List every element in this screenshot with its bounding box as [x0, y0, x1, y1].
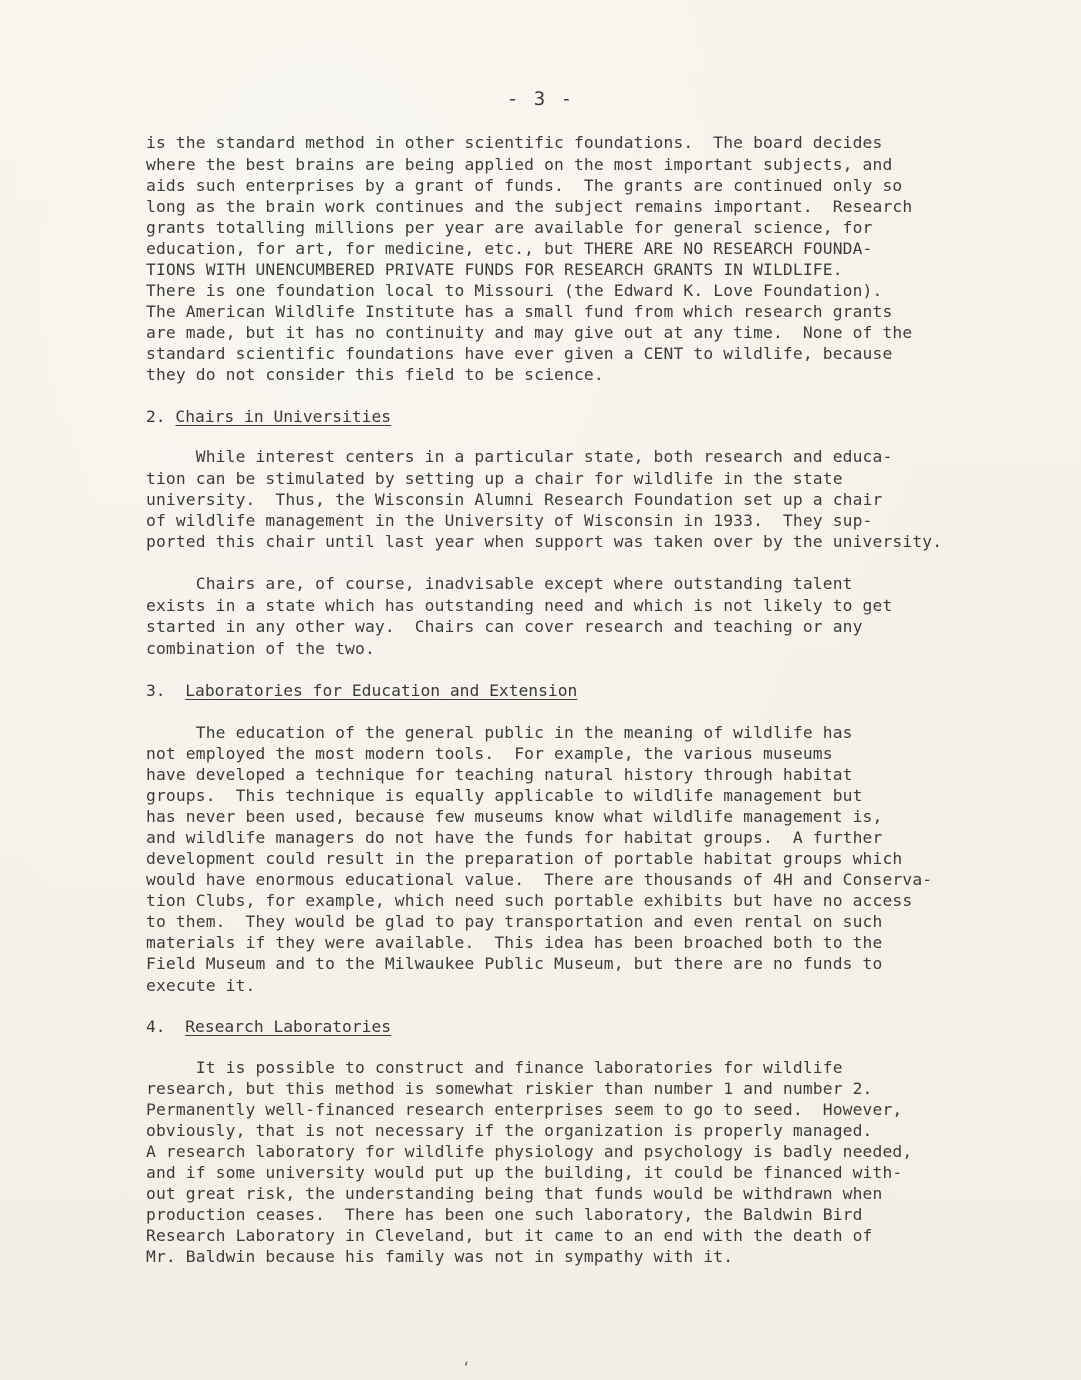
text-line: where the best brains are being applied on the most important subjects, and: [146, 155, 893, 174]
text-line: Field Museum and to the Milwaukee Public Museum, but there are no funds to: [146, 954, 883, 973]
text-line: and if some university would put up the building, it could be financed with-: [146, 1163, 903, 1182]
section-title: Chairs in Universities: [175, 407, 392, 426]
section-title: Research Laboratories: [185, 1017, 392, 1036]
text-line: to them. They would be glad to pay transportation and even rental on such: [146, 912, 883, 931]
text-line: Chairs are, of course, inadvisable except where outstanding talent: [146, 574, 853, 593]
section-heading-laboratories-education: [146, 680, 577, 701]
section-number: 4.: [146, 1017, 166, 1036]
text-line: has never been used, because few museums know what wildlife management is,: [146, 807, 883, 826]
text-line: Research Laboratory in Cleveland, but it came to an end with the death of: [146, 1226, 873, 1245]
text-line: groups. This technique is equally applicable to wildlife management but: [146, 786, 863, 805]
text-line: combination of the two.: [146, 639, 375, 658]
text-line: A research laboratory for wildlife physiology and psychology is badly needed,: [146, 1142, 913, 1161]
text-line: of wildlife management in the University of Wisconsin in 1933. They sup-: [146, 511, 873, 530]
text-line: tion Clubs, for example, which need such portable exhibits but have no access: [146, 891, 913, 910]
text-line: ported this chair until last year when support was taken over by the university.: [146, 532, 943, 551]
text-line: production ceases. There has been one such laboratory, the Baldwin Bird: [146, 1205, 863, 1224]
text-line: While interest centers in a particular state, both research and educa-: [146, 447, 893, 466]
text-line: university. Thus, the Wisconsin Alumni Research Foundation set up a chair: [146, 490, 883, 509]
text-line: tion can be stimulated by setting up a chair for wildlife in the state: [146, 469, 843, 488]
text-line: not employed the most modern tools. For example, the various museums: [146, 744, 833, 763]
text-line: research, but this method is somewhat riskier than number 1 and number 2.: [146, 1079, 873, 1098]
text-line: The American Wildlife Institute has a small fund from which research grants: [146, 302, 893, 321]
text-line: exists in a state which has outstanding need and which is not likely to get: [146, 596, 893, 615]
text-line: long as the brain work continues and the subject remains important. Research: [146, 197, 913, 216]
text-line: is the standard method in other scientific foundations. The board decides: [146, 133, 883, 152]
text-line: execute it.: [146, 976, 256, 995]
section-heading-chairs: [146, 406, 391, 427]
text-line: they do not consider this field to be science.: [146, 365, 604, 384]
text-line: It is possible to construct and finance laboratories for wildlife: [146, 1058, 843, 1077]
text-line: started in any other way. Chairs can cover research and teaching or any: [146, 617, 863, 636]
section-heading-research-laboratories: [146, 1016, 391, 1037]
text-line: TIONS WITH UNENCUMBERED PRIVATE FUNDS FOR RESEARCH GRANTS IN WILDLIFE.: [146, 260, 843, 279]
section-number: 2.: [146, 407, 166, 426]
text-line: education, for art, for medicine, etc., but THERE ARE NO RESEARCH FOUNDA-: [146, 239, 873, 258]
text-line: standard scientific foundations have ever given a CENT to wildlife, because: [146, 344, 893, 363]
text-line: materials if they were available. This idea has been broached both to the: [146, 933, 883, 952]
text-line: out great risk, the understanding being that funds would be withdrawn when: [146, 1184, 883, 1203]
section-title: Laboratories for Education and Extension: [185, 681, 578, 700]
text-line: have developed a technique for teaching natural history through habitat: [146, 765, 853, 784]
text-line: Mr. Baldwin because his family was not in sympathy with it.: [146, 1247, 734, 1266]
text-line: and wildlife managers do not have the funds for habitat groups. A further: [146, 828, 883, 847]
text-line: are made, but it has no continuity and may give out at any time. None of the: [146, 323, 913, 342]
text-line: grants totalling millions per year are available for general science, for: [146, 218, 873, 237]
text-line: aids such enterprises by a grant of funds. The grants are continued only so: [146, 176, 903, 195]
section-number: 3.: [146, 681, 166, 700]
text-line: development could result in the preparation of portable habitat groups which: [146, 849, 903, 868]
text-line: would have enormous educational value. There are thousands of 4H and Conserva-: [146, 870, 933, 889]
text-line: There is one foundation local to Missouri (the Edward K. Love Foundation).: [146, 281, 883, 300]
page-number: - 3 -: [506, 88, 575, 110]
text-line: obviously, that is not necessary if the organization is properly managed.: [146, 1121, 873, 1140]
paper-mark: ʻ: [462, 1360, 471, 1376]
text-line: The education of the general public in the meaning of wildlife has: [146, 723, 853, 742]
text-line: Permanently well-financed research enterprises seem to go to seed. However,: [146, 1100, 903, 1119]
